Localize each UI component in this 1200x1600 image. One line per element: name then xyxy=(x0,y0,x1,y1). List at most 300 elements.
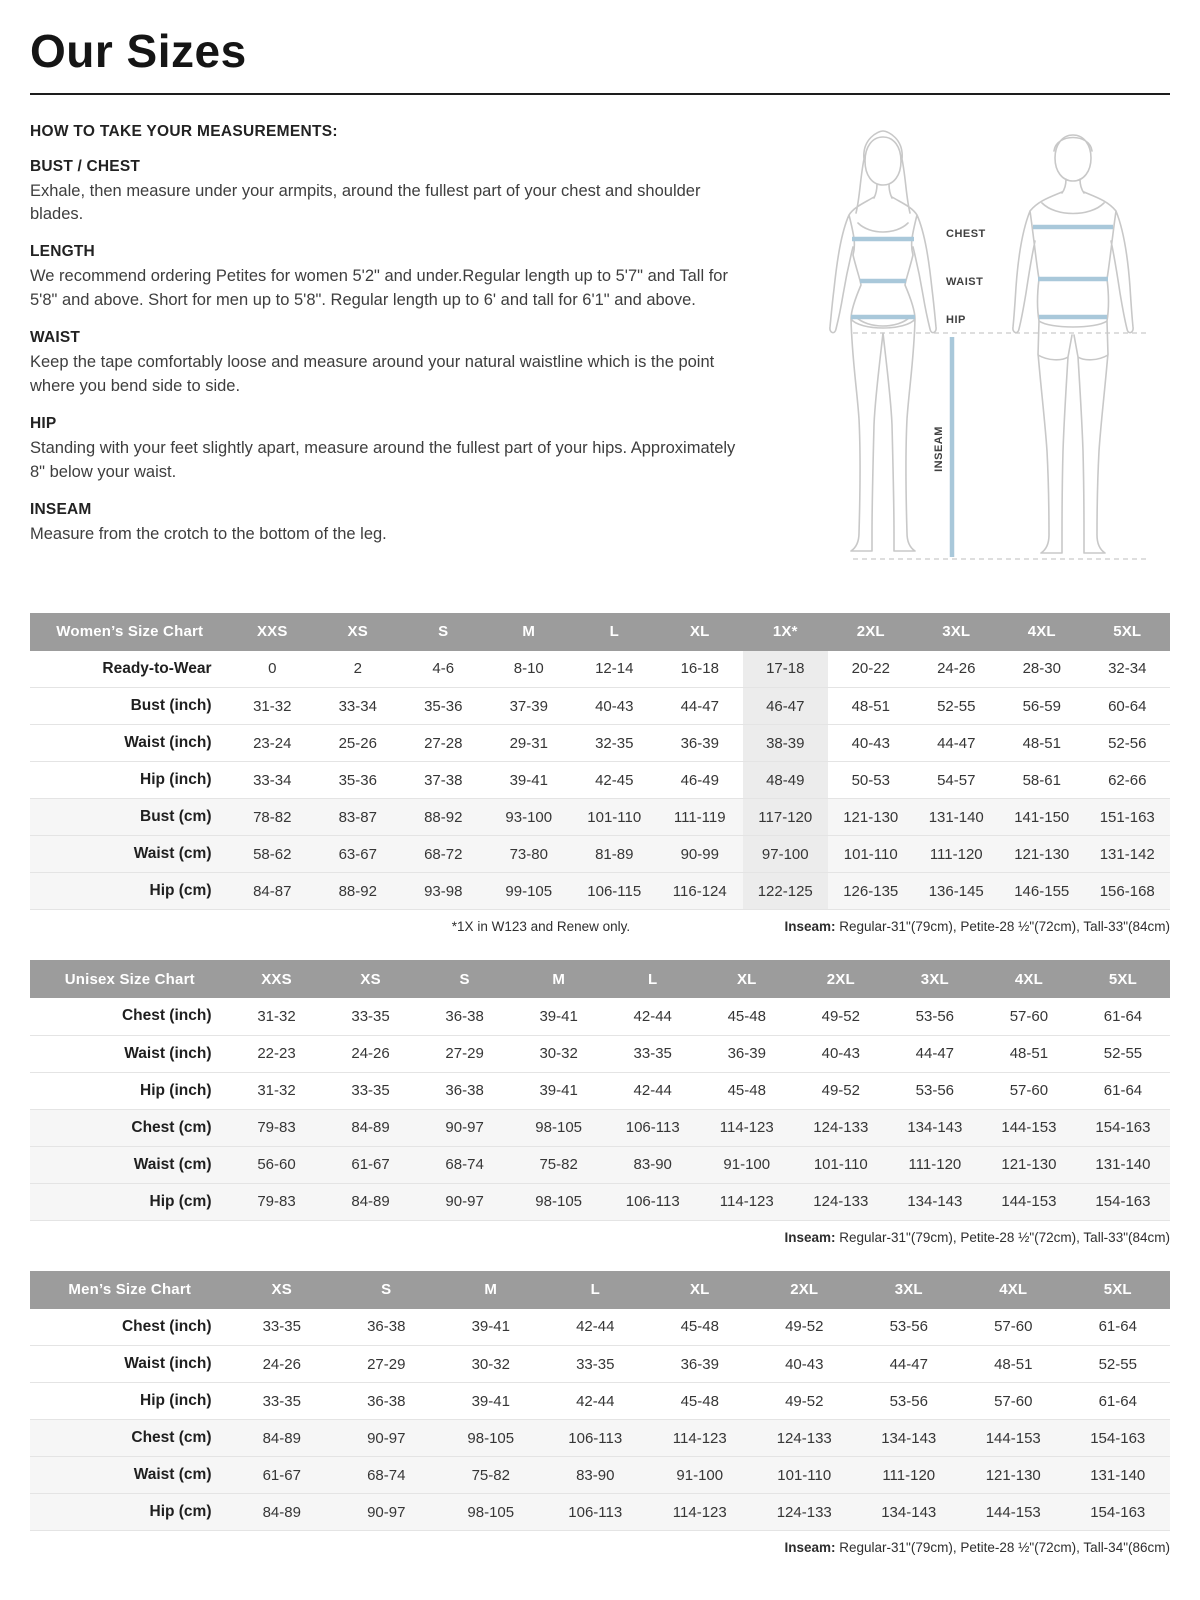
size-value: 101-110 xyxy=(843,845,898,863)
size-value: 16-18 xyxy=(680,660,719,678)
table-row xyxy=(30,1072,1170,1109)
instruction-length xyxy=(30,243,746,312)
row-label: Hip (inch) xyxy=(140,1081,212,1099)
size-value: 52-55 xyxy=(937,697,976,715)
size-value: 131-140 xyxy=(928,808,984,826)
size-value: 48-51 xyxy=(1009,1045,1049,1063)
size-value: 101-110 xyxy=(587,808,642,826)
size-value: 111-120 xyxy=(882,1466,936,1484)
row-label: Ready-to-Wear xyxy=(102,659,212,677)
size-chart-men-s-size-chart xyxy=(30,1271,1170,1556)
size-value: 40-43 xyxy=(821,1045,860,1063)
row-label: Waist (cm) xyxy=(133,845,212,863)
size-table xyxy=(30,1271,1170,1532)
size-value: 56-60 xyxy=(257,1156,296,1174)
row-label: Chest (inch) xyxy=(121,1007,212,1025)
size-value: 117-120 xyxy=(743,799,829,836)
row-label: Waist (cm) xyxy=(133,1155,212,1173)
row-label: Waist (inch) xyxy=(124,734,212,752)
size-value: 116-124 xyxy=(672,882,727,900)
inseam-note xyxy=(784,1540,1170,1555)
row-label: Chest (cm) xyxy=(131,1429,212,1447)
size-value: 40-43 xyxy=(595,697,634,715)
row-label: Bust (cm) xyxy=(140,808,212,826)
size-value: 90-97 xyxy=(367,1429,406,1447)
size-value: 39-41 xyxy=(471,1392,510,1410)
size-value: 39-41 xyxy=(539,1082,578,1100)
size-value: 88-92 xyxy=(424,808,463,826)
size-value: 121-130 xyxy=(985,1466,1041,1484)
column-header-4xl: 4XL xyxy=(961,1271,1066,1309)
size-value: 53-56 xyxy=(915,1007,955,1025)
instruction-hip xyxy=(30,415,746,484)
size-value: 44-47 xyxy=(889,1355,928,1373)
hip-label: HIP xyxy=(946,313,966,326)
size-value: 24-26 xyxy=(351,1045,390,1063)
size-value: 36-38 xyxy=(367,1392,406,1410)
size-value: 68-74 xyxy=(367,1466,406,1484)
size-value: 35-36 xyxy=(424,697,463,715)
size-value: 114-123 xyxy=(719,1119,774,1137)
size-value: 84-89 xyxy=(351,1193,390,1211)
instruction-title: HIP xyxy=(30,415,57,433)
size-value: 99-105 xyxy=(505,882,553,900)
size-value: 136-145 xyxy=(928,882,984,900)
size-value: 114-123 xyxy=(672,1429,727,1447)
inseam-note-label: Inseam: xyxy=(784,1540,836,1556)
column-header-xs: XS xyxy=(230,1271,335,1309)
size-value: 61-67 xyxy=(262,1466,301,1484)
size-value: 61-64 xyxy=(1103,1007,1143,1025)
size-value: 36-38 xyxy=(367,1318,406,1336)
size-value: 57-60 xyxy=(994,1318,1033,1336)
header-row xyxy=(30,613,1170,651)
waist-label: WAIST xyxy=(946,275,984,288)
column-header-3xl: 3XL xyxy=(888,960,982,998)
size-value: 8-10 xyxy=(513,660,544,678)
size-value: 83-90 xyxy=(633,1156,672,1174)
table-title: Women’s Size Chart xyxy=(30,613,230,651)
row-label: Bust (inch) xyxy=(130,697,212,715)
size-value: 154-163 xyxy=(1095,1193,1151,1211)
body-measurement-diagram xyxy=(766,121,1170,587)
inseam-note-text: Regular-31"(79cm), Petite-28 ½"(72cm), Tall-33"(84cm) xyxy=(835,1229,1170,1245)
chest-label: CHEST xyxy=(946,227,986,240)
column-header-l: L xyxy=(606,960,700,998)
size-value: 44-47 xyxy=(680,697,719,715)
size-value: 121-130 xyxy=(843,808,899,826)
column-header-l: L xyxy=(572,613,658,651)
size-value: 68-74 xyxy=(445,1156,484,1174)
column-header-2xl: 2XL xyxy=(752,1271,857,1309)
page-title: Our Sizes xyxy=(30,25,247,77)
size-value: 90-97 xyxy=(445,1193,484,1211)
size-value: 42-44 xyxy=(633,1082,672,1100)
size-value: 31-32 xyxy=(257,1007,296,1025)
size-value: 42-44 xyxy=(576,1392,615,1410)
measurement-instructions xyxy=(30,121,746,587)
inseam-label: INSEAM xyxy=(933,425,945,472)
row-label: Waist (inch) xyxy=(124,1355,212,1373)
size-value: 79-83 xyxy=(257,1119,296,1137)
top-section xyxy=(30,121,1170,587)
size-value: 98-105 xyxy=(535,1119,583,1137)
size-value: 29-31 xyxy=(509,734,548,752)
size-value: 27-28 xyxy=(424,734,463,752)
size-value: 56-59 xyxy=(1022,697,1061,715)
table-row xyxy=(30,762,1170,799)
size-value: 39-41 xyxy=(471,1318,510,1336)
size-value: 57-60 xyxy=(1009,1082,1049,1100)
size-value: 49-52 xyxy=(785,1392,824,1410)
instruction-body: Keep the tape comfortably loose and measure around your natural waistline which is the point where you bend side to side. xyxy=(30,353,715,395)
column-header-l: L xyxy=(543,1271,648,1309)
size-value: 91-100 xyxy=(723,1156,771,1174)
size-value: 37-38 xyxy=(424,771,463,789)
inseam-note-label: Inseam: xyxy=(784,1229,836,1245)
column-header-xs: XS xyxy=(315,613,401,651)
instruction-title: BUST / CHEST xyxy=(30,157,141,175)
size-chart-women-s-size-chart xyxy=(30,613,1170,935)
size-value: 93-100 xyxy=(505,808,553,826)
size-value: 49-52 xyxy=(821,1082,860,1100)
size-value: 126-135 xyxy=(843,882,899,900)
size-value: 54-57 xyxy=(937,771,976,789)
instruction-body: We recommend ordering Petites for women 5'2" and under.Regular length up to 5'7" and Tall for 5'8" and above. Short for men up to 5'8". Regular length up to 6' and tall for 6'1" and above. xyxy=(30,267,728,309)
size-value: 32-35 xyxy=(595,734,634,752)
size-value: 58-61 xyxy=(1022,771,1061,789)
size-value: 61-67 xyxy=(351,1156,390,1174)
size-value: 45-48 xyxy=(680,1392,719,1410)
table-title: Unisex Size Chart xyxy=(30,960,230,998)
size-value: 156-168 xyxy=(1099,882,1155,900)
size-value: 45-48 xyxy=(680,1318,719,1336)
column-header-5xl: 5XL xyxy=(1085,613,1171,651)
size-value: 154-163 xyxy=(1095,1119,1151,1137)
size-value: 33-35 xyxy=(262,1392,301,1410)
size-value: 39-41 xyxy=(539,1007,578,1025)
column-header-3xl: 3XL xyxy=(857,1271,962,1309)
table-row xyxy=(30,1109,1170,1146)
size-value: 53-56 xyxy=(915,1082,955,1100)
table-row xyxy=(30,1457,1170,1494)
column-header-4xl: 4XL xyxy=(999,613,1085,651)
size-value: 32-34 xyxy=(1108,660,1147,678)
size-value: 46-49 xyxy=(680,771,719,789)
size-value: 28-30 xyxy=(1022,660,1061,678)
row-label: Hip (inch) xyxy=(140,1392,212,1410)
size-value: 101-110 xyxy=(777,1466,832,1484)
instructions-heading: HOW TO TAKE YOUR MEASUREMENTS: xyxy=(30,122,338,140)
column-header-s: S xyxy=(334,1271,439,1309)
size-value: 122-125 xyxy=(743,873,829,910)
size-value: 24-26 xyxy=(262,1355,301,1373)
row-label: Hip (cm) xyxy=(149,882,212,900)
size-value: 30-32 xyxy=(471,1355,510,1373)
size-value: 144-153 xyxy=(1001,1193,1057,1211)
size-value: 36-38 xyxy=(445,1007,484,1025)
size-value: 134-143 xyxy=(881,1429,937,1447)
size-value: 58-62 xyxy=(253,845,292,863)
inseam-note-text: Regular-31"(79cm), Petite-28 ½"(72cm), Tall-34"(86cm) xyxy=(835,1540,1170,1556)
size-value: 73-80 xyxy=(509,845,548,863)
size-value: 38-39 xyxy=(743,725,829,762)
inseam-note xyxy=(784,919,1170,934)
size-value: 106-115 xyxy=(587,882,642,900)
header-row xyxy=(30,960,1170,998)
size-value: 111-119 xyxy=(673,808,726,826)
size-value: 35-36 xyxy=(338,771,377,789)
size-value: 4-6 xyxy=(432,660,455,678)
size-value: 106-113 xyxy=(625,1193,680,1211)
size-value: 27-29 xyxy=(445,1045,484,1063)
size-value: 33-35 xyxy=(262,1318,301,1336)
size-value: 52-55 xyxy=(1103,1045,1143,1063)
size-value: 90-97 xyxy=(445,1119,484,1137)
size-value: 17-18 xyxy=(743,651,829,688)
table-footnotes xyxy=(30,1230,1170,1245)
size-value: 33-35 xyxy=(351,1082,390,1100)
column-header-xl: XL xyxy=(657,613,743,651)
size-value: 68-72 xyxy=(424,845,463,863)
size-value: 33-35 xyxy=(633,1045,672,1063)
size-value: 60-64 xyxy=(1108,697,1147,715)
table-row xyxy=(30,725,1170,762)
size-value: 33-34 xyxy=(253,771,292,789)
size-value: 75-82 xyxy=(471,1466,510,1484)
size-value: 124-133 xyxy=(813,1119,869,1137)
row-label: Chest (cm) xyxy=(131,1118,212,1136)
size-value: 31-32 xyxy=(257,1082,296,1100)
size-value: 40-43 xyxy=(785,1355,824,1373)
size-value: 134-143 xyxy=(907,1193,963,1211)
size-value: 27-29 xyxy=(367,1355,406,1373)
size-value: 84-89 xyxy=(351,1119,390,1137)
row-label: Hip (inch) xyxy=(140,771,212,789)
body-figures-illustration xyxy=(798,121,1170,587)
column-header-xl: XL xyxy=(648,1271,753,1309)
size-value: 144-153 xyxy=(985,1503,1041,1521)
column-header-1x: 1X* xyxy=(743,613,829,651)
column-header-s: S xyxy=(401,613,487,651)
size-value: 131-142 xyxy=(1099,845,1155,863)
size-value: 45-48 xyxy=(727,1007,766,1025)
footnote-asterisk: *1X in W123 and Renew only. xyxy=(451,919,631,935)
size-value: 98-105 xyxy=(467,1503,515,1521)
size-value: 44-47 xyxy=(915,1045,955,1063)
size-value: 61-64 xyxy=(1103,1082,1143,1100)
header-row xyxy=(30,1271,1170,1309)
size-value: 124-133 xyxy=(813,1193,869,1211)
instruction-body: Standing with your feet slightly apart, measure around the fullest part of your hips. Approximately 8" below your waist. xyxy=(30,439,736,481)
instruction-title: LENGTH xyxy=(30,243,95,261)
size-value: 31-32 xyxy=(253,697,292,715)
size-value: 46-47 xyxy=(743,688,829,725)
size-value: 83-90 xyxy=(576,1466,615,1484)
size-value: 36-39 xyxy=(680,1355,719,1373)
table-footnotes xyxy=(30,1540,1170,1555)
size-value: 93-98 xyxy=(424,882,463,900)
column-header-xxs: XXS xyxy=(230,960,324,998)
size-value: 33-34 xyxy=(338,697,377,715)
inseam-note xyxy=(784,1230,1170,1245)
column-header-2xl: 2XL xyxy=(794,960,888,998)
size-value: 106-113 xyxy=(568,1429,623,1447)
size-value: 48-49 xyxy=(743,762,829,799)
size-value: 49-52 xyxy=(785,1318,824,1336)
column-header-5xl: 5XL xyxy=(1076,960,1170,998)
size-value: 111-120 xyxy=(908,1156,962,1174)
size-chart-unisex-size-chart xyxy=(30,960,1170,1245)
size-value: 40-43 xyxy=(851,734,890,752)
size-value: 61-64 xyxy=(1098,1318,1137,1336)
size-value: 52-56 xyxy=(1108,734,1147,752)
table-row xyxy=(30,799,1170,836)
size-value: 151-163 xyxy=(1099,808,1155,826)
size-value: 50-53 xyxy=(851,771,890,789)
row-label: Waist (cm) xyxy=(133,1466,212,1484)
column-header-xs: XS xyxy=(324,960,418,998)
size-value: 30-32 xyxy=(539,1045,578,1063)
row-label: Chest (inch) xyxy=(121,1317,212,1335)
table-row xyxy=(30,1346,1170,1383)
table-row xyxy=(30,1146,1170,1183)
size-value: 98-105 xyxy=(535,1193,583,1211)
size-table xyxy=(30,960,1170,1221)
size-value: 79-83 xyxy=(257,1193,296,1211)
size-value: 36-39 xyxy=(727,1045,766,1063)
size-value: 0 xyxy=(268,660,277,678)
size-value: 20-22 xyxy=(851,660,890,678)
size-value: 53-56 xyxy=(889,1318,928,1336)
table-row xyxy=(30,836,1170,873)
size-value: 124-133 xyxy=(776,1429,832,1447)
size-value: 154-163 xyxy=(1090,1503,1146,1521)
column-header-5xl: 5XL xyxy=(1066,1271,1171,1309)
size-table xyxy=(30,613,1170,911)
table-row xyxy=(30,998,1170,1035)
size-value: 36-38 xyxy=(445,1082,484,1100)
size-value: 42-44 xyxy=(576,1318,615,1336)
size-value: 48-51 xyxy=(851,697,890,715)
table-row xyxy=(30,1035,1170,1072)
column-header-m: M xyxy=(439,1271,544,1309)
instruction-title: WAIST xyxy=(30,329,81,347)
instruction-body: Exhale, then measure under your armpits, around the fullest part of your chest and shoulder blades. xyxy=(30,181,701,224)
title-divider xyxy=(30,93,1170,95)
size-value: 57-60 xyxy=(994,1392,1033,1410)
size-value: 23-24 xyxy=(253,734,292,752)
size-value: 48-51 xyxy=(994,1355,1033,1373)
size-value: 101-110 xyxy=(813,1156,868,1174)
column-header-4xl: 4XL xyxy=(982,960,1076,998)
size-value: 83-87 xyxy=(338,808,377,826)
size-value: 146-155 xyxy=(1014,882,1070,900)
size-charts xyxy=(30,613,1170,1556)
size-value: 33-35 xyxy=(351,1007,390,1025)
size-value: 57-60 xyxy=(1009,1007,1049,1025)
size-value: 144-153 xyxy=(1001,1119,1057,1137)
size-value: 25-26 xyxy=(338,734,377,752)
size-value: 90-99 xyxy=(680,845,719,863)
size-value: 52-55 xyxy=(1098,1355,1137,1373)
column-header-2xl: 2XL xyxy=(828,613,914,651)
inseam-note-text: Regular-31"(79cm), Petite-28 ½"(72cm), Tall-33"(84cm) xyxy=(835,919,1170,935)
column-header-3xl: 3XL xyxy=(914,613,1000,651)
size-value: 53-56 xyxy=(889,1392,928,1410)
size-value: 84-89 xyxy=(262,1429,301,1447)
size-value: 144-153 xyxy=(985,1429,1041,1447)
size-value: 106-113 xyxy=(625,1119,680,1137)
table-title: Men’s Size Chart xyxy=(30,1271,230,1309)
size-value: 111-120 xyxy=(929,845,983,863)
instruction-waist xyxy=(30,329,746,398)
size-value: 2 xyxy=(353,660,362,678)
size-value: 22-23 xyxy=(257,1045,296,1063)
size-value: 49-52 xyxy=(821,1007,860,1025)
size-value: 12-14 xyxy=(595,660,634,678)
size-value: 114-123 xyxy=(672,1503,727,1521)
size-value: 97-100 xyxy=(743,836,829,873)
column-header-xl: XL xyxy=(700,960,794,998)
column-header-m: M xyxy=(512,960,606,998)
table-row xyxy=(30,688,1170,725)
table-row xyxy=(30,1309,1170,1346)
size-value: 98-105 xyxy=(467,1429,515,1447)
size-value: 39-41 xyxy=(509,771,548,789)
size-value: 24-26 xyxy=(937,660,976,678)
row-label: Hip (cm) xyxy=(149,1503,212,1521)
instruction-inseam xyxy=(30,501,746,546)
size-value: 78-82 xyxy=(253,808,292,826)
size-value: 141-150 xyxy=(1014,808,1070,826)
table-row xyxy=(30,1183,1170,1220)
size-value: 84-87 xyxy=(253,882,292,900)
size-value: 33-35 xyxy=(576,1355,615,1373)
row-label: Waist (inch) xyxy=(124,1044,212,1062)
inseam-note-label: Inseam: xyxy=(784,919,836,935)
column-header-m: M xyxy=(486,613,572,651)
size-value: 131-140 xyxy=(1090,1466,1146,1484)
size-value: 45-48 xyxy=(727,1082,766,1100)
size-value: 114-123 xyxy=(719,1193,774,1211)
table-footnotes xyxy=(30,919,1170,934)
size-value: 154-163 xyxy=(1090,1429,1146,1447)
table-row xyxy=(30,1420,1170,1457)
size-value: 62-66 xyxy=(1108,771,1147,789)
table-row xyxy=(30,873,1170,910)
table-row xyxy=(30,651,1170,688)
size-value: 48-51 xyxy=(1022,734,1061,752)
instruction-body: Measure from the crotch to the bottom of the leg. xyxy=(30,524,387,543)
column-header-xxs: XXS xyxy=(230,613,316,651)
size-value: 106-113 xyxy=(568,1503,623,1521)
size-value: 134-143 xyxy=(881,1503,937,1521)
size-value: 81-89 xyxy=(595,845,634,863)
size-value: 131-140 xyxy=(1095,1156,1151,1174)
male-figure-outline xyxy=(1013,135,1133,553)
size-value: 61-64 xyxy=(1098,1392,1137,1410)
instruction-title: INSEAM xyxy=(30,500,92,518)
table-row xyxy=(30,1494,1170,1531)
size-value: 121-130 xyxy=(1014,845,1070,863)
size-value: 91-100 xyxy=(676,1466,724,1484)
size-value: 75-82 xyxy=(539,1156,578,1174)
size-value: 90-97 xyxy=(367,1503,406,1521)
column-header-s: S xyxy=(418,960,512,998)
size-value: 121-130 xyxy=(1001,1156,1057,1174)
size-value: 124-133 xyxy=(776,1503,832,1521)
